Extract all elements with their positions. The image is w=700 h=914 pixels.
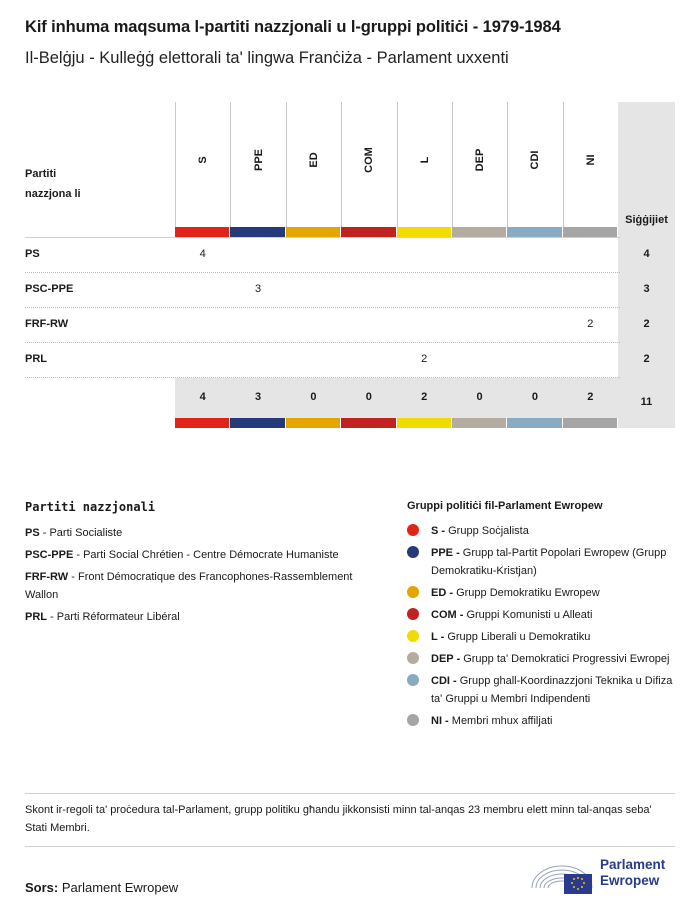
group-legend-item [407, 712, 675, 730]
group-legend-heading: Gruppi politiċi fil-Parlament Ewropew [407, 500, 603, 512]
legend-separator: - [442, 715, 452, 727]
national-party-legend-item [25, 524, 385, 542]
logo-text: Parlament Ewropew [600, 857, 666, 888]
group-legend-item [407, 584, 675, 602]
group-total-value: 2 [587, 391, 594, 403]
group-color-dot [407, 546, 419, 558]
party-code: PRL [25, 611, 47, 623]
european-parliament-logo [530, 856, 676, 896]
party-code: PSC-PPE [25, 549, 74, 561]
row-total-value: 2 [643, 318, 650, 330]
group-legend-item [407, 606, 675, 624]
group-code: PPE [431, 547, 454, 559]
group-name: Grupp Liberali u Demokratiku [447, 631, 591, 643]
group-code: L [431, 631, 438, 643]
group-color-bar-ni [563, 227, 617, 237]
party-name: Parti Social Chrétien - Centre Démocrate Humaniste [83, 549, 339, 561]
group-name: Grupp ta' Demokratici Progressivi Ewropej [463, 653, 670, 665]
group-column-header-ppe [230, 102, 285, 227]
row-divider [25, 342, 620, 343]
legend-separator: - [453, 653, 464, 665]
group-column-header-cdi [507, 102, 562, 227]
group-color-bar-cdi [507, 227, 561, 237]
group-color-dot [407, 652, 419, 664]
source-value: Parlament Ewropew [61, 880, 179, 895]
party-name: Parti Socialiste [49, 527, 123, 539]
party-row-label: PSC-PPE [25, 283, 74, 295]
group-code-label: ED [307, 152, 320, 168]
group-color-bar-ed [286, 227, 340, 237]
row-total-value: 4 [643, 248, 650, 260]
group-color-bar-ni [563, 418, 617, 428]
legend-separator: - [47, 611, 57, 623]
group-code-label: S [197, 156, 210, 164]
legend-separator: - [39, 527, 50, 539]
group-code-label: DEP [474, 148, 487, 172]
legend-separator: - [446, 587, 457, 599]
legend-separator: - [453, 547, 463, 559]
group-color-bar-dep [452, 227, 506, 237]
group-name: Grupp tal-Partit Popolari Ewropew (Grupp Demokratiku-Kristjan) [431, 547, 667, 577]
group-code-label: PPE [252, 148, 265, 172]
totals-column [618, 102, 675, 428]
party-column-header: Partiti nazzjona li [25, 168, 81, 200]
party-code: FRF-RW [25, 571, 69, 583]
row-divider [25, 307, 620, 308]
group-column-header-l [397, 102, 452, 227]
row-total-value: 3 [643, 283, 650, 295]
group-name: Grupp ghall-Koordinazzjoni Teknika u Difiza ta' Gruppi u Membri Indipendenti [431, 675, 673, 705]
national-legend-heading: Partiti nazzjonali [25, 500, 156, 514]
group-column-header-dep [452, 102, 507, 227]
group-column-header-ni [563, 102, 618, 227]
group-code: S [431, 525, 439, 537]
footnote: Skont ir-regoli ta' proċedura tal-Parlament, grupp politiku għandu jikkonsisti minn tal-anqas 23 membru elett minn tal-anqas seba' Stati Membri. [25, 804, 652, 834]
political-groups-legend [407, 500, 675, 734]
group-code: CDI [431, 675, 450, 687]
group-total-value: 0 [531, 391, 538, 403]
legend-separator: - [437, 631, 448, 643]
party-row-label: PRL [25, 353, 47, 365]
group-column-header-s [175, 102, 230, 227]
group-name: Membri mhux affiljati [451, 715, 553, 727]
grand-total-value: 11 [640, 396, 653, 408]
legend-separator: - [449, 675, 460, 687]
totals-column-header: Siġġijiet [625, 214, 668, 226]
hemicycle-icon [530, 856, 594, 896]
group-color-bar-s [175, 227, 229, 237]
group-legend-item [407, 628, 675, 646]
group-code-label: L [418, 156, 431, 164]
row-divider [25, 272, 620, 273]
group-total-value: 0 [476, 391, 483, 403]
group-color-dot [407, 608, 419, 620]
group-legend-item [407, 672, 675, 708]
seat-value: 2 [421, 353, 428, 365]
chart-subtitle: Il-Belġju - Kulleġġ elettorali ta' lingwa Franċiża - Parlament uxxenti [25, 49, 509, 67]
seat-value: 4 [199, 248, 206, 260]
group-color-bar-com [341, 418, 395, 428]
group-code-label: COM [363, 147, 376, 173]
national-party-legend-item [25, 568, 385, 604]
party-row-label: FRF-RW [25, 318, 69, 330]
legend-separator: - [456, 609, 467, 621]
seat-value: 3 [255, 283, 262, 295]
national-parties-legend [25, 500, 385, 630]
group-code-label: CDI [529, 150, 542, 170]
party-code: PS [25, 527, 40, 539]
group-color-bar-cdi [507, 418, 561, 428]
group-name: Gruppi Komunisti u Alleati [466, 609, 593, 621]
group-legend-item [407, 544, 675, 580]
group-total-value: 3 [255, 391, 262, 403]
party-name: Parti Réformateur Libéral [56, 611, 180, 623]
legend-separator: - [73, 549, 84, 561]
group-color-bar-l [397, 418, 451, 428]
source-line [25, 880, 178, 895]
group-code: ED [431, 587, 447, 599]
seat-value: 2 [587, 318, 594, 330]
group-color-dot [407, 630, 419, 642]
group-color-dot [407, 524, 419, 536]
legend-separator: - [438, 525, 449, 537]
group-code: DEP [431, 653, 454, 665]
source-label: Sors: [25, 880, 59, 895]
group-color-dot [407, 586, 419, 598]
seat-table [25, 102, 675, 428]
legend-separator: - [68, 571, 78, 583]
group-color-bar-l [397, 227, 451, 237]
group-column-header-ed [286, 102, 341, 227]
divider [25, 793, 675, 794]
group-legend-item [407, 650, 675, 668]
national-party-legend-item [25, 608, 385, 626]
group-color-bar-com [341, 227, 395, 237]
group-code-label: NI [584, 154, 597, 166]
group-total-value: 0 [310, 391, 317, 403]
group-name: Grupp Demokratiku Ewropew [456, 587, 600, 599]
group-total-value: 2 [421, 391, 428, 403]
group-total-value: 4 [199, 391, 206, 403]
group-color-bar-s [175, 418, 229, 428]
row-total-value: 2 [643, 353, 650, 365]
group-color-bar-ppe [230, 418, 284, 428]
group-name: Grupp Soċjalista [448, 525, 529, 537]
chart-title: Kif inhuma maqsuma l-partiti nazzjonali u l-gruppi politiċi - 1979-1984 [25, 18, 561, 36]
divider [25, 846, 675, 847]
group-color-bar-dep [452, 418, 506, 428]
group-legend-item [407, 522, 675, 540]
header-divider [25, 237, 620, 238]
group-color-bar-ed [286, 418, 340, 428]
group-color-dot [407, 714, 419, 726]
group-color-dot [407, 674, 419, 686]
group-color-bar-ppe [230, 227, 284, 237]
group-code: NI [431, 715, 442, 727]
party-row-label: PS [25, 248, 40, 260]
group-column-header-com [341, 102, 396, 227]
party-name: Front Démocratique des Francophones-Rassemblement Wallon [25, 571, 353, 601]
group-total-value: 0 [365, 391, 372, 403]
group-code: COM [431, 609, 457, 621]
national-party-legend-item [25, 546, 385, 564]
